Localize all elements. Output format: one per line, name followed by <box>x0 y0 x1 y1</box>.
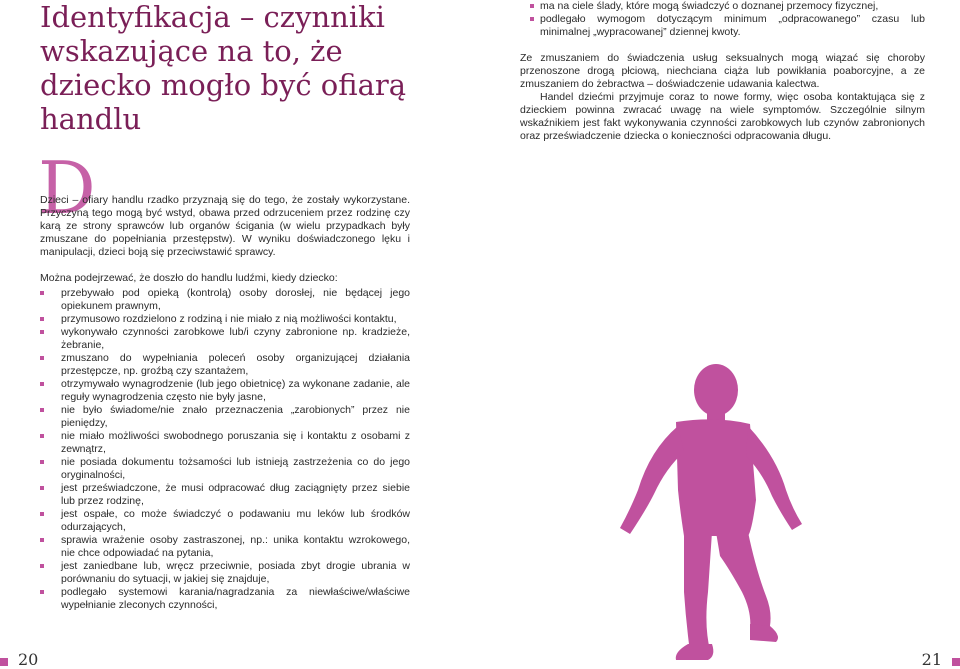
list-item: przymusowo rozdzielono z rodziną i nie miało z nią możliwości kontaktu, <box>40 313 410 326</box>
list-item: nie było świadome/nie znało przeznaczenia „zarobionych” przez nie pieniędzy, <box>40 404 410 430</box>
page-number-left: 20 <box>18 650 39 669</box>
list-item: wykonywało czynności zarobkowe lub/i czyny zabronione np. kradzieże, żebranie, <box>40 326 410 352</box>
list-item: nie posiada dokumentu tożsamości lub istnieją zastrzeżenia co do jego oryginalności, <box>40 456 410 482</box>
child-silhouette-illustration <box>580 360 820 660</box>
indicators-lead: Można podejrzewać, że doszło do handlu ludźmi, kiedy dziecko: <box>40 272 338 284</box>
list-item: podlegało wymogom dotyczącym minimum „odpracowanego” czasu lub minimalnej „wypracowanej” dziennej kwoty. <box>530 13 925 39</box>
notes-section <box>520 52 925 143</box>
paragraph: Handel dziećmi przyjmuje coraz to nowe formy, więc osoba kontaktująca się z dzieckiem powinna zwracać uwagę na wiele symptomów. Szczególnie silnym wskaźnikiem jest fakt wykonywania czynności zarobkowych lub czynów zabronionych oraz przeświadczenie dziecka o konieczności odpracowania długu. <box>520 91 925 142</box>
list-item: otrzymywało wynagrodzenie (lub jego obietnicę) za wykonane zadanie, ale reguły wynagrodzenia często nie były jasne, <box>40 378 410 404</box>
list-item: sprawia wrażenie osoby zastraszonej, np.: unika kontaktu wzrokowego, nie chce odpowiadać na pytania, <box>40 534 410 560</box>
list-item: jest zaniedbane lub, wręcz przeciwnie, posiada zbyt drogie ubrania w porównaniu do sytuacji, w jakiej się znajduje, <box>40 560 410 586</box>
right-page <box>480 0 960 669</box>
intro-paragraph: Dzieci – ofiary handlu rzadko przyznają się do tego, że zostały wykorzystane. Przyczyną tego mogą być wstyd, obawa przed odrzuceniem przez rodzinę czy karą ze strony sprawców lub organów ścigania (w wielu przypadkach były zmuszane do popełniania przestępstw). W wyniku doświadczonego lęku i manipulacji, dzieci boją się przeciwstawić sprawcy. <box>40 194 410 258</box>
drop-cap: D <box>38 146 96 230</box>
list-item: ma na ciele ślady, które mogą świadczyć o doznanej przemocy fizycznej, <box>530 0 925 13</box>
paragraph: Ze zmuszaniem do świadczenia usług seksualnych mogą wiązać się choroby przenoszone drogą płciową, niechciana ciąża lub powikłania poaborcyjne, a ze zmuszaniem do żebractwa – doświadczenie udawania kalectwa. <box>520 52 925 90</box>
list-item: podlegało systemowi karania/nagradzania za niewłaściwe/właściwe wypełnianie zleconych czynności, <box>40 586 410 612</box>
continued-list-section <box>530 0 925 39</box>
list-item: jest ospałe, co może świadczyć o podawaniu mu leków lub środków odurzających, <box>40 508 410 534</box>
intro-block <box>38 146 410 259</box>
page-title: Identyfikacja – czynniki wskazujące na to, że dziecko mogło być ofiarą handlu <box>40 0 407 136</box>
indicators-list <box>40 287 410 612</box>
list-item: zmuszano do wypełniania poleceń osoby organizującej działania przestępcze, np. groźbą czy szantażem, <box>40 352 410 378</box>
continued-indicators-list <box>530 0 925 39</box>
list-item: jest przeświadczone, że musi odpracować dług zaciągnięty przez siebie lub przez rodzinę, <box>40 482 410 508</box>
page-number-right: 21 <box>921 650 942 669</box>
indicators-section <box>40 272 410 612</box>
list-item: nie miało możliwości swobodnego poruszania się i kontaktu z osobami z zewnątrz, <box>40 430 410 456</box>
list-item: przebywało pod opieką (kontrolą) osoby dorosłej, nie będącej jego opiekunem prawnym, <box>40 287 410 313</box>
